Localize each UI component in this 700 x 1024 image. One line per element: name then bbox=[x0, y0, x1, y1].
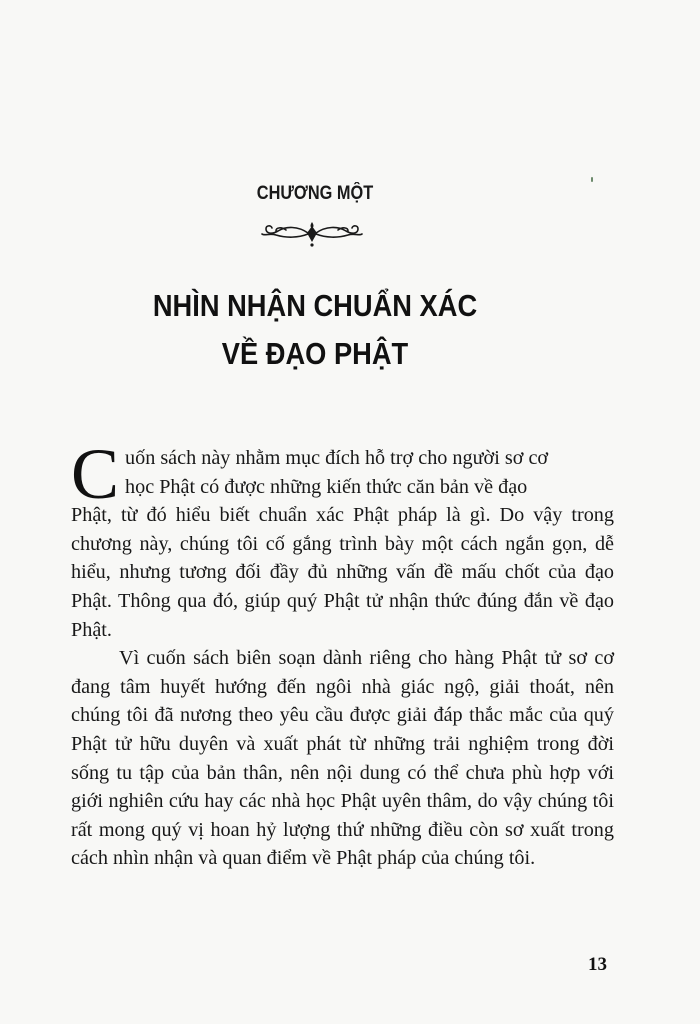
chapter-title-line2: VỀ ĐẠO PHẬT bbox=[221, 336, 409, 371]
page-number: 13 bbox=[588, 954, 607, 975]
paragraph-1-line1: uốn sách này nhằm mục đích hỗ trợ cho người sơ cơ bbox=[125, 447, 549, 469]
chapter-label: CHƯƠNG MỘT bbox=[256, 183, 374, 204]
drop-cap: C bbox=[71, 434, 120, 514]
paragraph-2: Vì cuốn sách biên soạn dành riêng cho hàng Phật tử sơ cơ đang tâm huyết hướng đến ngôi nhà giác ngộ, giải thoát, nên chúng tôi đã nương theo yêu cầu được giải đáp thắc mắc của quý Phật tử hữu duyên và xuất phát từ những trải nghiệm trong đời sống tu tập của bản thân, nên nội dung có thể chưa phù hợp với giới nghiên cứu hay các nhà học Phật uyên thâm, do vậy chúng tôi rất mong quý vị hoan hỷ lượng thứ những điều còn sơ xuất trong cách nhìn nhận và quan điểm về Phật pháp của chúng tôi. bbox=[71, 647, 614, 870]
chapter-title bbox=[38, 282, 592, 378]
print-speck bbox=[591, 177, 593, 182]
chapter-title-line1: NHÌN NHẬN CHUẨN XÁC bbox=[152, 288, 478, 323]
paragraph-1 bbox=[71, 434, 614, 644]
scroll-flourish-icon bbox=[258, 218, 366, 248]
paragraph-1-line2: học Phật có được những kiến thức căn bản về đạo bbox=[125, 475, 528, 498]
paragraph-1-rest: Phật, từ đó hiểu biết chuẩn xác Phật pháp là gì. Do vậy trong chương này, chúng tôi cố gắng trình bày một cách ngắn gọn, dễ hiểu, nhưng tương đối đầy đủ những vấn đề mấu chốt của đạo Phật. Thông qua đó, giúp quý Phật tử nhận thức đúng đắn về đạo Phật. bbox=[71, 504, 614, 641]
chapter-body bbox=[71, 434, 614, 873]
